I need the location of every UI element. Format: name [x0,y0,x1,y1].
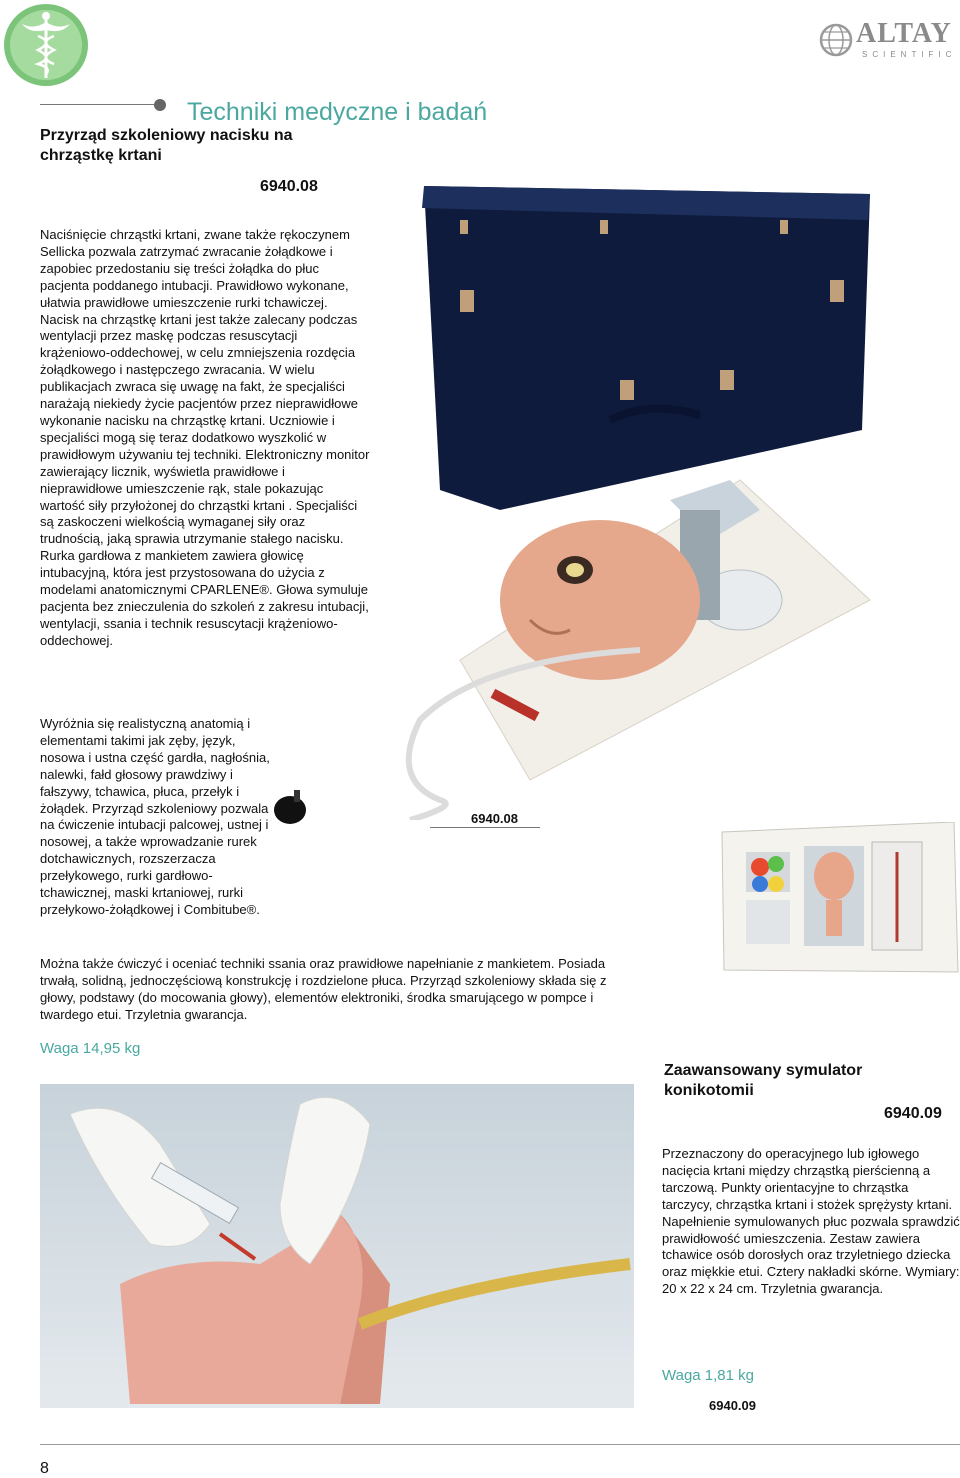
product-title: Zaawansowany symulator konikotomii [664,1062,863,1099]
product-weight: Waga 14,95 kg [40,1040,141,1057]
product-code: 6940.09 [884,1105,942,1122]
header-dot-icon [154,99,166,111]
brand-subtext: SCIENTIFIC [862,50,957,59]
section-heading: Techniki medyczne i badań [187,98,488,126]
image-caption-code: 6940.08 [471,811,518,826]
konikotomia-simulator-image [40,1084,634,1408]
image-caption-code: 6940.09 [709,1398,756,1413]
product-description: Przeznaczony do operacyjnego lub igłowego nacięcia krtani między chrząstką pierścienną a tarczową. Punkty orientacyjne to chrząstka tarczycy, chrząstka krtani i stożek sprężysty krtani. Napełnienie symulowanych płuc pozwala sprawdzić prawidłowość umieszczenia. Zestaw zawiera tchawice osób dorosłych oraz trzyletniego dziecka oraz miękkie etui. Cztery nakładki skórne. Wymiary: 20 x 22 x 24 cm. Trzyletnia gwarancja. [662,1146,960,1297]
product-description-end: Można także ćwiczyć i oceniać techniki ssania oraz prawidłowe napełnianie z mankietem. Posiada trwałą, solidną, jednoczęściową konstrukcję i rozdzielone płuca. Przyrząd szkoleniowy składa się z głowy, podstawy (do mocowania głowy), elementów elektroniki, środka smarującego w pompce i twardego etui. Trzyletnia gwarancja. [40,956,607,1022]
caduceus-logo-icon [2,2,90,88]
page-number: 8 [40,1460,49,1477]
pump-bulb-icon [270,788,310,828]
header-divider [40,104,160,105]
product-description: Naciśnięcie chrząstki krtani, zwane także rękoczynem Sellicka pozwala zatrzymać zwracanie żołądkowe i zapobiec przedostaniu się treści żołądka do płuc pacjenta poddanego intubacji. Prawidłowo wykonane, ułatwia prawidłowe umieszczenie rurki tchawiczej. Nacisk na chrząstkę krtani jest także zalecany podczas wentylacji przez maskę podczas resuscytacji krążeniowo-oddechowej, w celu zmniejszenia rozdęcia żołądkowego i następczego zwracania. W wielu publikacjach zwraca się uwagę na fakt, że specjaliści narażają niekiedy życie pacjentów przez nieprawidłowe wykonanie nacisku na chrząstkę krtani. Uczniowie i specjaliści mogą się teraz dodatkowo wyszkolić w prawidłowym używaniu tej techniki. Elektroniczny monitor zawierający licznik, wyświetla prawidłowe i nieprawidłowe umieszczenie rąk, stale pokazując wartość siły przyłożonej do chrząstki krtani . Specjaliści są zaskoczeni wielkością wymaganej siły oraz trudnością, jaką sprawia utrzymanie stałego nacisku. Rurka gardłowa z mankietem zawiera głowicę intubacyjną, która jest przystosowana do użycia z modelami anatomicznymi CPARLENE®. Głowa symuluje pacjenta bez znieczulenia do szkoleń z zakresu intubacji, wentylacji, ssania i technik resuscytacji krążeniowo-oddechowej. [40,227,370,648]
brand-name: ALTAY [856,18,952,49]
caption-underline [430,827,540,828]
electronic-monitor-image [718,822,960,976]
altay-scientific-logo [818,18,956,62]
product-code: 6940.08 [260,178,318,195]
footer-divider [40,1444,960,1445]
trainer-case-head-image [400,180,880,820]
product-title: Przyrząd szkoleniowy nacisku na chrząstkę krtani [40,127,293,164]
product-description-continued: Wyróżnia się realistyczną anatomią i elementami takimi jak zęby, język, nosowa i ustna część gardła, nagłośnia, nalewki, fałd głosowy prawdziwy i fałszywy, tchawica, płuca, przełyk i żołądek. Przyrząd szkoleniowy pozwala na ćwiczenie intubacji palcowej, ustnej i nosowej, a także wprowadzanie rurek dotchawicznych, rozszerzacza przełykowego, rurki gardłowo-tchawicznej, maski krtaniowej, rurki przełykowo-żołądkowej i Combitube®. [40,716,270,917]
product-weight: Waga 1,81 kg [662,1367,754,1384]
